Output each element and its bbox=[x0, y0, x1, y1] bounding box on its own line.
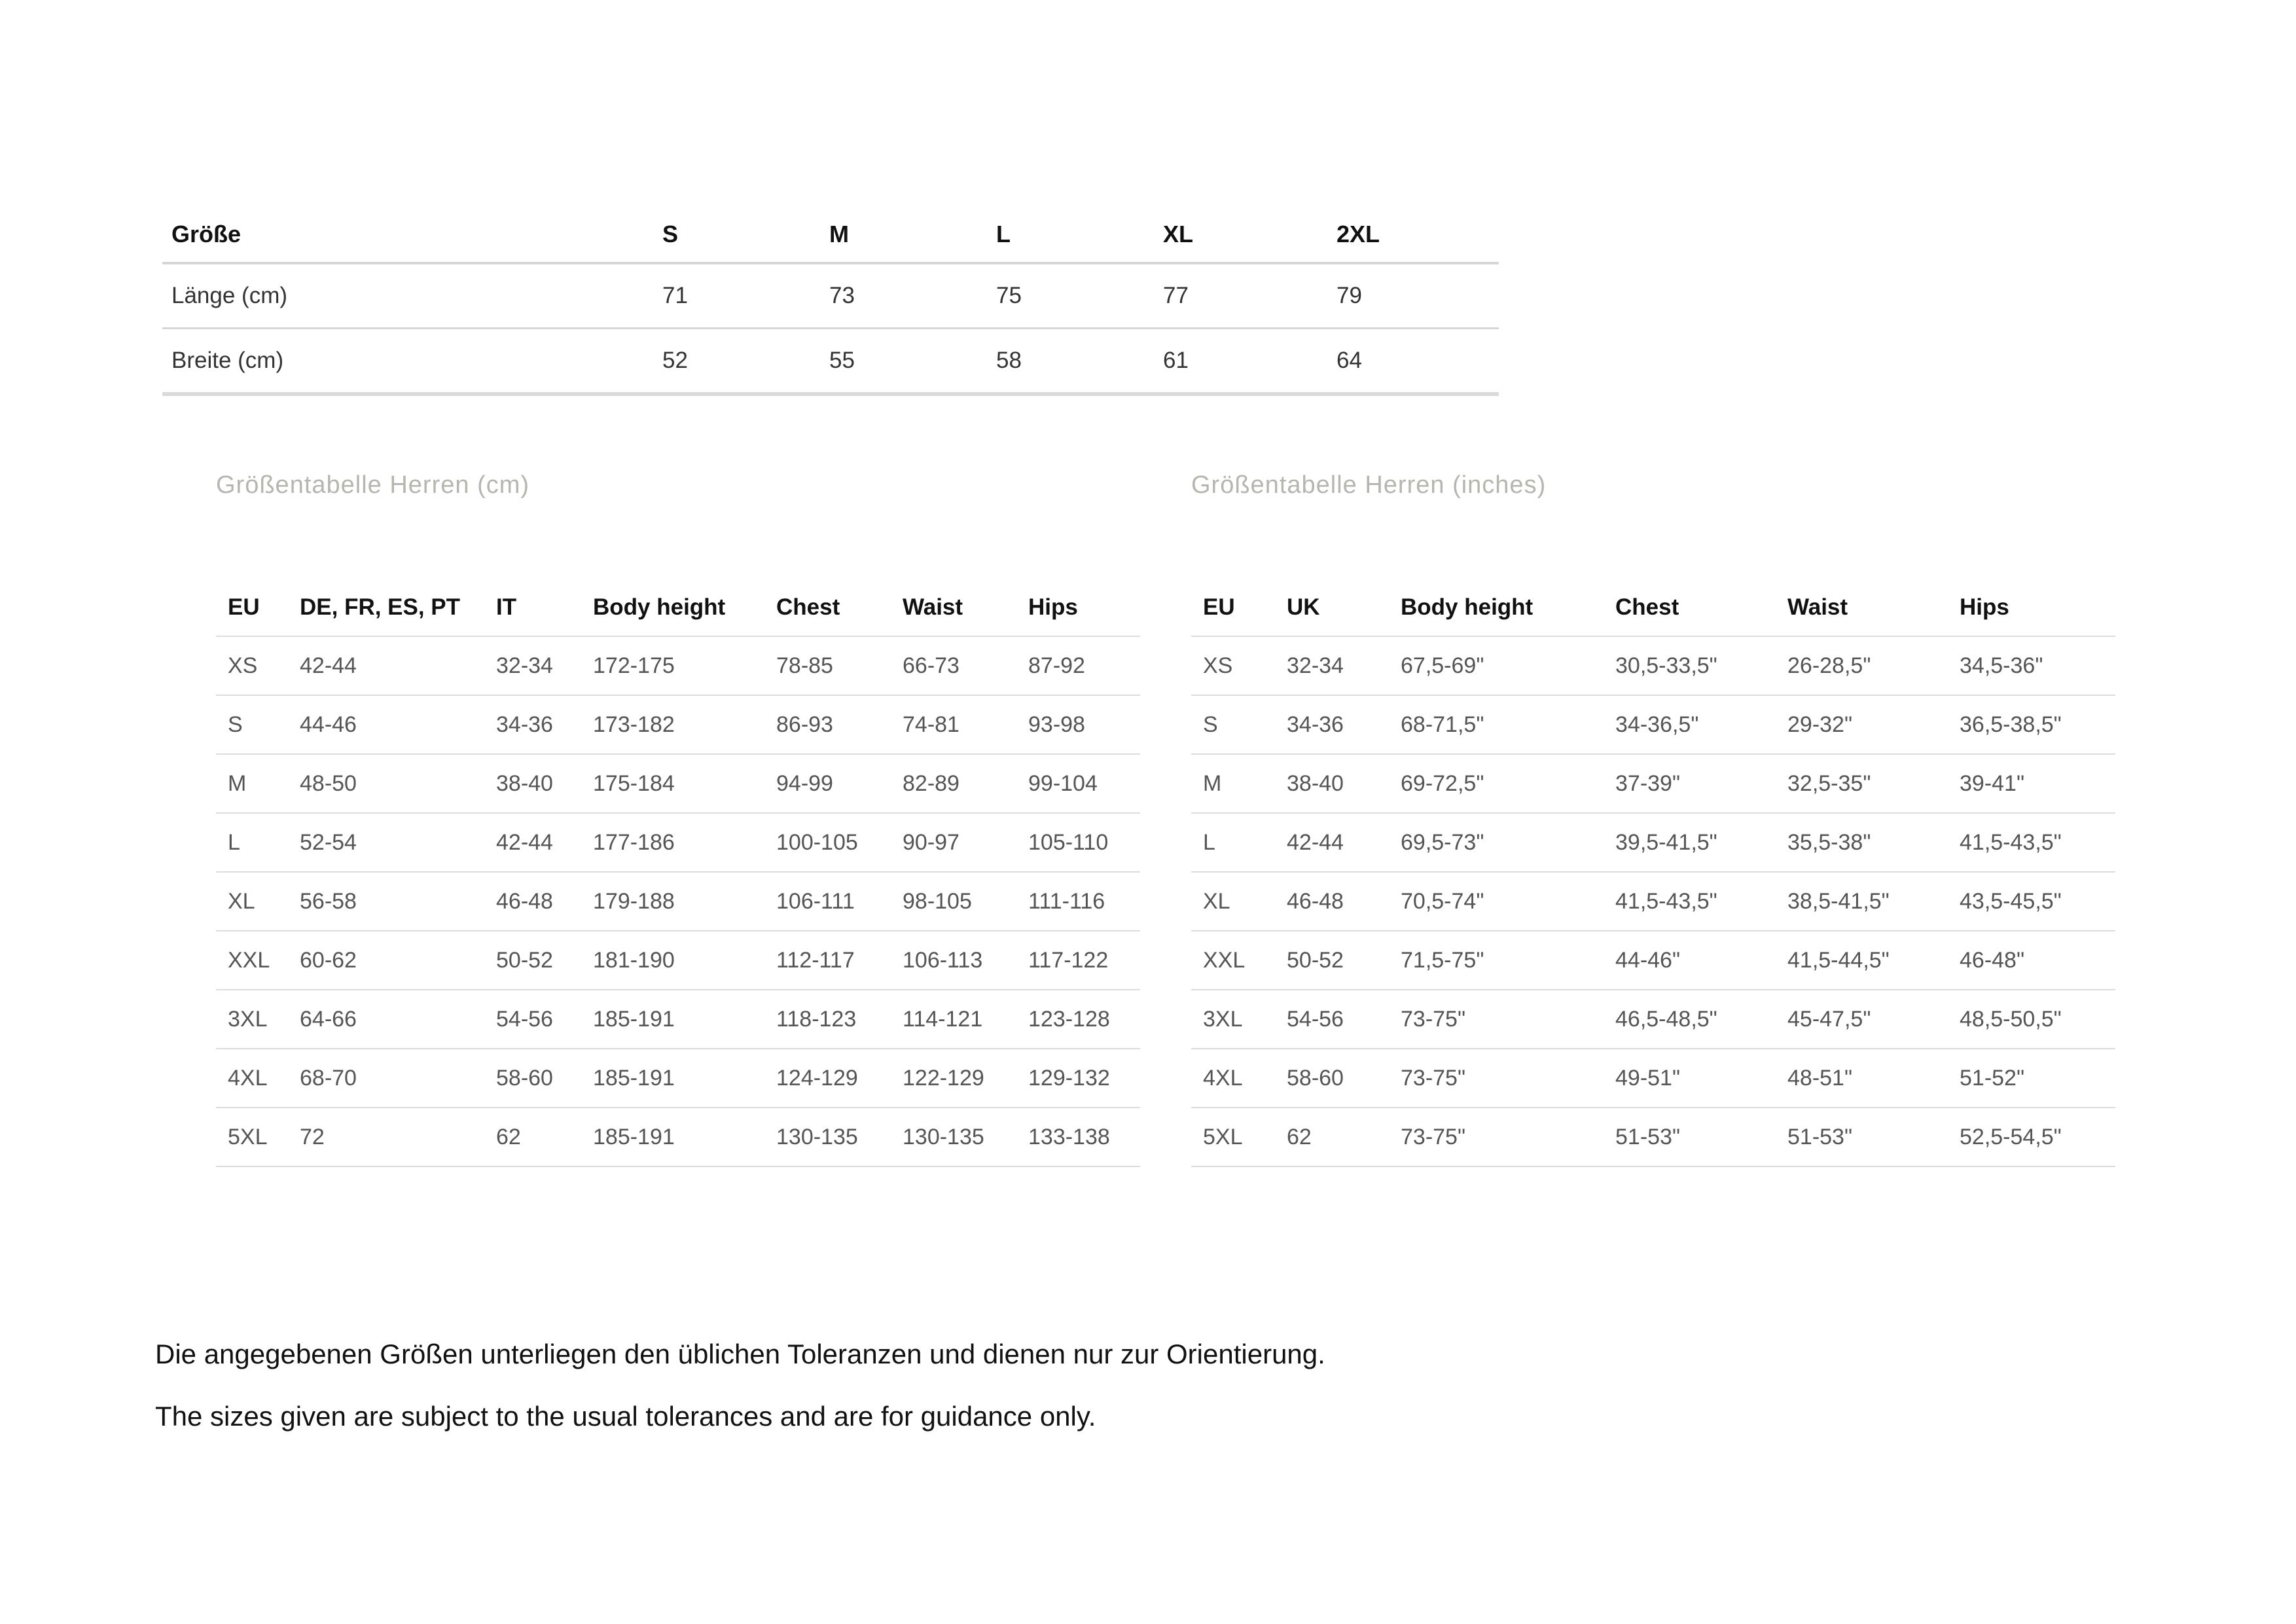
table-cell: 78-85 bbox=[776, 653, 833, 678]
table-cell: 34-36 bbox=[1287, 712, 1344, 737]
table-cell: 111-116 bbox=[1028, 888, 1105, 914]
table-cell: 117-122 bbox=[1028, 947, 1109, 973]
table-cell: 62 bbox=[1287, 1124, 1312, 1149]
table-cell: 123-128 bbox=[1028, 1006, 1110, 1032]
table-row bbox=[1191, 754, 2115, 813]
column-header: Chest bbox=[1615, 594, 1679, 620]
table-cell: 61 bbox=[1163, 348, 1189, 373]
column-header: 2XL bbox=[1336, 220, 1380, 247]
column-header: IT bbox=[496, 594, 517, 620]
table-row bbox=[216, 813, 1140, 872]
table-cell: 173-182 bbox=[593, 712, 675, 737]
size-label: XXL bbox=[228, 947, 270, 973]
table-row bbox=[1191, 636, 2115, 695]
table-row bbox=[216, 754, 1140, 813]
table-cell: 51-53" bbox=[1615, 1124, 1681, 1149]
size-label: S bbox=[228, 712, 243, 737]
table-row bbox=[216, 1049, 1140, 1108]
table-cell: 71,5-75" bbox=[1401, 947, 1484, 973]
size-label: 5XL bbox=[1203, 1124, 1243, 1149]
table-cell: 56-58 bbox=[300, 888, 357, 914]
size-label: S bbox=[1203, 712, 1218, 737]
table-cell: 46,5-48,5" bbox=[1615, 1006, 1717, 1032]
table-cell: 77 bbox=[1163, 283, 1189, 308]
table-cell: 50-52 bbox=[496, 947, 553, 973]
table-cell: 133-138 bbox=[1028, 1124, 1110, 1149]
column-header: Body height bbox=[1401, 594, 1534, 620]
table-cell: 98-105 bbox=[903, 888, 972, 914]
size-label: M bbox=[228, 770, 247, 796]
table-cell: 129-132 bbox=[1028, 1065, 1110, 1091]
size-chart-inches-title: Größentabelle Herren (inches) bbox=[1191, 471, 1547, 499]
table-cell: 74-81 bbox=[903, 712, 960, 737]
table-cell: 49-51" bbox=[1615, 1065, 1681, 1091]
table-cell: 73-75" bbox=[1401, 1006, 1466, 1032]
table-cell: 38,5-41,5" bbox=[1787, 888, 1890, 914]
table-cell: 82-89 bbox=[903, 770, 960, 796]
table-cell: 48-50 bbox=[300, 770, 357, 796]
table-row bbox=[1191, 872, 2115, 931]
table-cell: 34,5-36" bbox=[1960, 653, 2043, 678]
column-header: Body height bbox=[593, 594, 726, 620]
table-cell: 50-52 bbox=[1287, 947, 1344, 973]
table-row bbox=[216, 695, 1140, 754]
table-cell: 32-34 bbox=[496, 653, 553, 678]
table-cell: 114-121 bbox=[903, 1006, 983, 1032]
column-header: Waist bbox=[903, 594, 963, 620]
table-cell: 94-99 bbox=[776, 770, 833, 796]
table-cell: 44-46 bbox=[300, 712, 357, 737]
table-cell: 42-44 bbox=[496, 829, 553, 855]
table-cell: 55 bbox=[829, 348, 855, 373]
table-cell: 39,5-41,5" bbox=[1615, 829, 1717, 855]
size-label: XL bbox=[1203, 888, 1230, 914]
table-cell: 58 bbox=[996, 348, 1022, 373]
table-cell: 41,5-44,5" bbox=[1787, 947, 1890, 973]
size-label: 4XL bbox=[228, 1065, 268, 1091]
size-label: XXL bbox=[1203, 947, 1246, 973]
table-cell: 66-73 bbox=[903, 653, 960, 678]
table-cell: 52-54 bbox=[300, 829, 357, 855]
table-cell: 60-62 bbox=[300, 947, 357, 973]
table-cell: 68-71,5" bbox=[1401, 712, 1484, 737]
table-cell: 112-117 bbox=[776, 947, 855, 973]
table-cell: 175-184 bbox=[593, 770, 675, 796]
table-cell: 26-28,5" bbox=[1787, 653, 1871, 678]
table-cell: 64-66 bbox=[300, 1006, 357, 1032]
table-cell: 29-32" bbox=[1787, 712, 1853, 737]
size-label: XS bbox=[1203, 653, 1233, 678]
table-cell: 32-34 bbox=[1287, 653, 1344, 678]
table-cell: 118-123 bbox=[776, 1006, 857, 1032]
size-chart-inches-table bbox=[1191, 579, 2115, 1167]
table-cell: 179-188 bbox=[593, 888, 675, 914]
table-cell: 185-191 bbox=[593, 1124, 675, 1149]
column-header: UK bbox=[1287, 594, 1320, 620]
table-cell: 73 bbox=[829, 283, 855, 308]
table-cell: 54-56 bbox=[496, 1006, 553, 1032]
table-cell: 39-41" bbox=[1960, 770, 2025, 796]
table-cell: 51-52" bbox=[1960, 1065, 2025, 1091]
table-cell: 99-104 bbox=[1028, 770, 1098, 796]
table-cell: 51-53" bbox=[1787, 1124, 1853, 1149]
table-cell: 79 bbox=[1336, 283, 1362, 308]
table-cell: 34-36 bbox=[496, 712, 553, 737]
table-row bbox=[1191, 695, 2115, 754]
size-label: 3XL bbox=[228, 1006, 268, 1032]
header-row bbox=[1191, 579, 2115, 636]
table-cell: 46-48" bbox=[1960, 947, 2025, 973]
table-cell: 105-110 bbox=[1028, 829, 1109, 855]
table-cell: 75 bbox=[996, 283, 1022, 308]
table-cell: 70,5-74" bbox=[1401, 888, 1484, 914]
table-row bbox=[162, 329, 1499, 395]
table-cell: 38-40 bbox=[1287, 770, 1344, 796]
size-label: 4XL bbox=[1203, 1065, 1243, 1091]
table-cell: 62 bbox=[496, 1124, 521, 1149]
size-chart-cm-table bbox=[216, 579, 1140, 1167]
column-header: Chest bbox=[776, 594, 840, 620]
size-label: XL bbox=[228, 888, 255, 914]
column-header: M bbox=[829, 220, 849, 247]
table-cell: 48-51" bbox=[1787, 1065, 1853, 1091]
table-cell: 37-39" bbox=[1615, 770, 1681, 796]
size-chart-cm-title: Größentabelle Herren (cm) bbox=[216, 471, 530, 499]
column-header: Größe bbox=[171, 220, 242, 247]
tolerance-note-en: The sizes given are subject to the usual tolerances and are for guidance only. bbox=[155, 1401, 1096, 1432]
row-label: Länge (cm) bbox=[171, 283, 288, 308]
column-header: Waist bbox=[1787, 594, 1848, 620]
table-cell: 72 bbox=[300, 1124, 325, 1149]
table-cell: 122-129 bbox=[903, 1065, 984, 1091]
table-row bbox=[1191, 990, 2115, 1049]
table-cell: 172-175 bbox=[593, 653, 675, 678]
product-table-header-row bbox=[162, 206, 1499, 263]
table-cell: 100-105 bbox=[776, 829, 858, 855]
size-label: L bbox=[228, 829, 240, 855]
table-cell: 87-92 bbox=[1028, 653, 1085, 678]
table-row bbox=[216, 931, 1140, 990]
table-row bbox=[216, 872, 1140, 931]
size-label: M bbox=[1203, 770, 1222, 796]
table-cell: 48,5-50,5" bbox=[1960, 1006, 2062, 1032]
table-cell: 54-56 bbox=[1287, 1006, 1344, 1032]
table-cell: 45-47,5" bbox=[1787, 1006, 1871, 1032]
product-size-table bbox=[162, 206, 1499, 396]
table-cell: 35,5-38" bbox=[1787, 829, 1871, 855]
size-label: L bbox=[1203, 829, 1215, 855]
tolerance-note-de: Die angegebenen Größen unterliegen den üblichen Toleranzen und dienen nur zur Orientierung. bbox=[155, 1339, 1325, 1369]
table-cell: 185-191 bbox=[593, 1006, 675, 1032]
table-cell: 68-70 bbox=[300, 1065, 357, 1091]
table-row bbox=[1191, 813, 2115, 872]
column-header: XL bbox=[1163, 220, 1194, 247]
row-label: Breite (cm) bbox=[171, 348, 284, 373]
table-cell: 42-44 bbox=[1287, 829, 1344, 855]
column-header: DE, FR, ES, PT bbox=[300, 594, 461, 620]
table-cell: 38-40 bbox=[496, 770, 553, 796]
table-cell: 46-48 bbox=[496, 888, 553, 914]
table-cell: 44-46" bbox=[1615, 947, 1681, 973]
table-cell: 67,5-69" bbox=[1401, 653, 1484, 678]
column-header: EU bbox=[1203, 594, 1235, 620]
table-cell: 36,5-38,5" bbox=[1960, 712, 2062, 737]
table-cell: 93-98 bbox=[1028, 712, 1085, 737]
column-header: Hips bbox=[1960, 594, 2009, 620]
table-cell: 41,5-43,5" bbox=[1615, 888, 1717, 914]
table-cell: 58-60 bbox=[1287, 1065, 1344, 1091]
table-row bbox=[1191, 1049, 2115, 1108]
size-label: 3XL bbox=[1203, 1006, 1243, 1032]
table-cell: 69,5-73" bbox=[1401, 829, 1484, 855]
table-cell: 185-191 bbox=[593, 1065, 675, 1091]
table-cell: 52 bbox=[662, 348, 688, 373]
size-label: 5XL bbox=[228, 1124, 268, 1149]
table-cell: 58-60 bbox=[496, 1065, 553, 1091]
table-cell: 69-72,5" bbox=[1401, 770, 1484, 796]
table-cell: 71 bbox=[662, 283, 688, 308]
table-cell: 124-129 bbox=[776, 1065, 858, 1091]
table-cell: 86-93 bbox=[776, 712, 833, 737]
table-cell: 130-135 bbox=[776, 1124, 858, 1149]
table-cell: 90-97 bbox=[903, 829, 960, 855]
table-cell: 32,5-35" bbox=[1787, 770, 1871, 796]
size-label: XS bbox=[228, 653, 258, 678]
table-row bbox=[216, 1108, 1140, 1166]
table-cell: 42-44 bbox=[300, 653, 357, 678]
column-header: Hips bbox=[1028, 594, 1078, 620]
table-cell: 177-186 bbox=[593, 829, 675, 855]
table-cell: 46-48 bbox=[1287, 888, 1344, 914]
column-header: EU bbox=[228, 594, 260, 620]
table-cell: 130-135 bbox=[903, 1124, 984, 1149]
table-cell: 52,5-54,5" bbox=[1960, 1124, 2062, 1149]
table-row bbox=[216, 636, 1140, 695]
table-row bbox=[216, 990, 1140, 1049]
table-cell: 41,5-43,5" bbox=[1960, 829, 2062, 855]
header-row bbox=[216, 579, 1140, 636]
column-header: L bbox=[996, 220, 1011, 247]
table-cell: 30,5-33,5" bbox=[1615, 653, 1717, 678]
table-cell: 106-111 bbox=[776, 888, 855, 914]
table-cell: 106-113 bbox=[903, 947, 983, 973]
table-cell: 64 bbox=[1336, 348, 1362, 373]
table-cell: 43,5-45,5" bbox=[1960, 888, 2062, 914]
table-row bbox=[162, 263, 1499, 329]
table-cell: 73-75" bbox=[1401, 1065, 1466, 1091]
table-row bbox=[1191, 931, 2115, 990]
table-cell: 181-190 bbox=[593, 947, 675, 973]
table-row bbox=[1191, 1108, 2115, 1166]
table-cell: 34-36,5" bbox=[1615, 712, 1699, 737]
column-header: S bbox=[662, 220, 679, 247]
table-cell: 73-75" bbox=[1401, 1124, 1466, 1149]
